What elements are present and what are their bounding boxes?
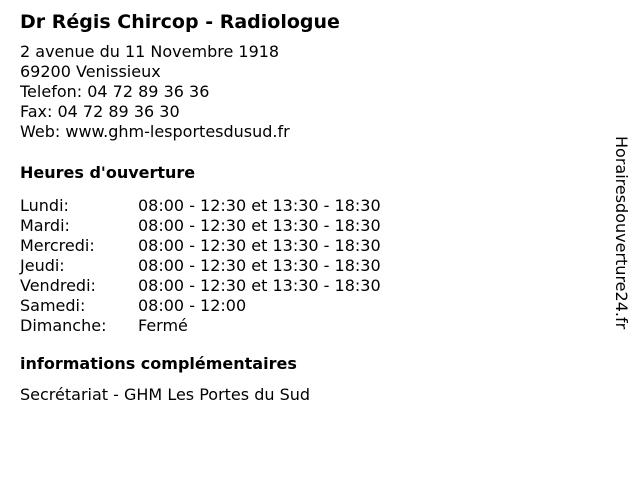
additional-info-heading: informations complémentaires: [20, 354, 297, 373]
phone-line: Telefon: 04 72 89 36 36: [20, 82, 210, 101]
hours-row-monday: [20, 196, 590, 216]
opening-hours-list: [20, 196, 590, 336]
contact-info: [20, 42, 590, 142]
site-watermark: Horairesdouverture24.fr: [612, 136, 631, 330]
hours-row-sunday: [20, 316, 590, 336]
day-hours: 08:00 - 12:30 et 13:30 - 18:30: [138, 196, 381, 215]
hours-row-thursday: [20, 256, 590, 276]
day-label: Mercredi:: [20, 236, 95, 255]
day-hours: 08:00 - 12:30 et 13:30 - 18:30: [138, 276, 381, 295]
address-line-2: 69200 Venissieux: [20, 62, 161, 81]
day-hours: 08:00 - 12:30 et 13:30 - 18:30: [138, 256, 381, 275]
fax-line: Fax: 04 72 89 36 30: [20, 102, 180, 121]
day-hours: 08:00 - 12:30 et 13:30 - 18:30: [138, 236, 381, 255]
additional-info-text: Secrétariat - GHM Les Portes du Sud: [20, 385, 311, 404]
day-label: Samedi:: [20, 296, 86, 315]
hours-row-saturday: [20, 296, 590, 316]
hours-row-tuesday: [20, 216, 590, 236]
day-label: Vendredi:: [20, 276, 96, 295]
day-hours: 08:00 - 12:30 et 13:30 - 18:30: [138, 216, 381, 235]
day-hours: 08:00 - 12:00: [138, 296, 247, 315]
day-hours: Fermé: [138, 316, 188, 335]
opening-hours-heading: Heures d'ouverture: [20, 163, 196, 182]
hours-row-friday: [20, 276, 590, 296]
business-card: [20, 10, 590, 405]
business-name: Dr Régis Chircop - Radiologue: [20, 11, 340, 33]
website-line: Web: www.ghm-lesportesdusud.fr: [20, 122, 290, 141]
day-label: Dimanche:: [20, 316, 107, 335]
day-label: Jeudi:: [20, 256, 65, 275]
day-label: Mardi:: [20, 216, 70, 235]
hours-row-wednesday: [20, 236, 590, 256]
address-line-1: 2 avenue du 11 Novembre 1918: [20, 42, 280, 61]
day-label: Lundi:: [20, 196, 69, 215]
